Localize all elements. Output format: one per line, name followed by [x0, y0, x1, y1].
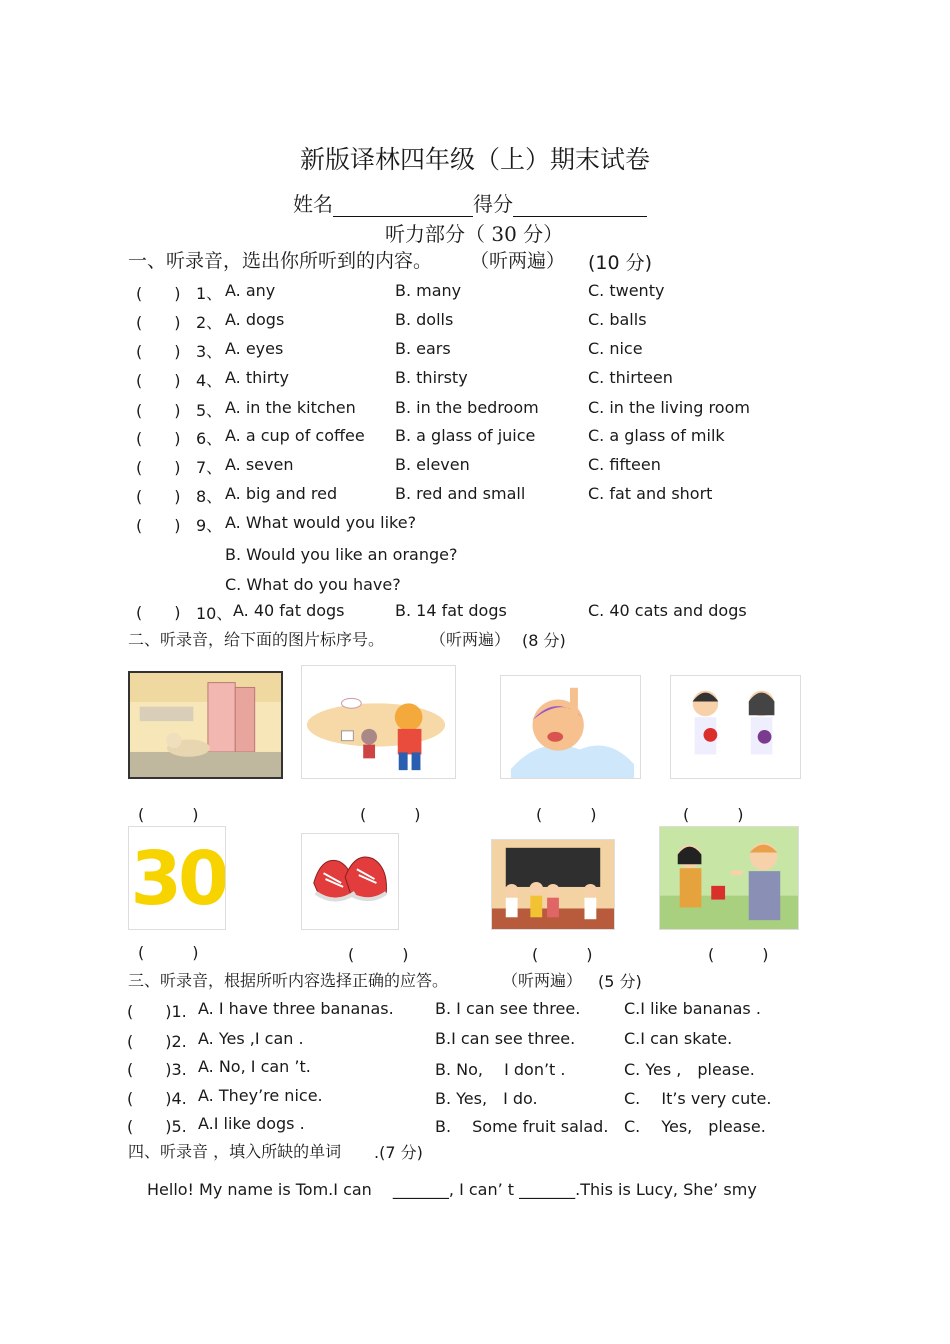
option-c: C. nice: [588, 339, 643, 358]
response-option-a: A. Yes ,I can .: [198, 1029, 304, 1048]
q9-option-b: B. Would you like an orange?: [225, 545, 458, 564]
cat-mouse-table-picture: [301, 665, 456, 779]
part1-heading: 一、听录音，选出你所听到的内容。: [128, 250, 433, 272]
question-number: 6、: [196, 429, 223, 448]
classroom-picture: [491, 839, 615, 930]
option-a: A. thirty: [225, 368, 290, 387]
response-option-b: B.I can see three.: [435, 1029, 576, 1048]
number-30-picture: [128, 826, 226, 930]
response-option-c: C. It’s very cute.: [624, 1089, 772, 1108]
response-option-b: B. I can see three.: [435, 999, 581, 1018]
page-title: 新版译林四年级（上）期末试卷: [299, 145, 650, 174]
question-number: 5、: [196, 401, 223, 420]
answer-paren[interactable]: ( ): [708, 945, 769, 964]
question-number: 1、: [196, 284, 223, 303]
answer-paren[interactable]: ( ): [138, 805, 199, 824]
option-a: A. seven: [225, 455, 294, 474]
option-c: C. in the living room: [588, 398, 750, 417]
question-number: 8、: [196, 487, 223, 506]
question-number: 3、: [196, 342, 223, 361]
shop-man-girl-picture: [659, 826, 799, 930]
answer-paren[interactable]: ( ): [360, 805, 421, 824]
option-c: C. thirteen: [588, 368, 673, 387]
part4-points: .(7 分): [374, 1143, 423, 1162]
option-b: B. dolls: [395, 310, 454, 329]
cloze-text: Hello! My name is Tom.I can _______, I can’ t _______.This is Lucy, She’ smy: [147, 1180, 757, 1199]
option-b: B. thirsty: [395, 368, 468, 387]
part2-heading: 二、听录音，给下面的图片标序号。: [128, 630, 385, 649]
response-option-c: C. Yes, please.: [624, 1117, 766, 1136]
q10-num: 10、: [196, 604, 233, 623]
option-a: A. in the kitchen: [225, 398, 356, 417]
response-question-number[interactable]: ( )3.: [127, 1060, 187, 1079]
part3-heading: 三、听录音，根据所听内容选择正确的应答。: [128, 971, 449, 990]
red-shoes-picture: [301, 833, 399, 930]
q9-option-c: C. What do you have?: [225, 575, 401, 594]
answer-paren[interactable]: ( ): [348, 945, 409, 964]
response-option-a: A. They’re nice.: [198, 1086, 323, 1105]
option-a: A. eyes: [225, 339, 284, 358]
kitchen-dog-picture: [128, 671, 283, 779]
answer-paren[interactable]: ( ): [136, 371, 181, 390]
response-option-c: C.I like bananas .: [624, 999, 761, 1018]
q9-num: 9、: [196, 516, 223, 535]
number-30-text: 30: [130, 836, 226, 922]
response-option-a: A. I have three bananas.: [198, 999, 394, 1018]
part4-heading: 四、听录音 ，填入所缺的单词: [128, 1142, 342, 1161]
answer-paren[interactable]: ( ): [536, 805, 597, 824]
part2-points: (8 分): [522, 631, 566, 650]
listening-header: 听力部分（ 30 分）: [385, 222, 564, 246]
option-a: A. a cup of coffee: [225, 426, 365, 445]
option-b: B. in the bedroom: [395, 398, 539, 417]
response-option-c: C. Yes , please.: [624, 1060, 755, 1079]
answer-paren[interactable]: ( ): [136, 603, 181, 622]
response-option-b: B. Yes, I do.: [435, 1089, 538, 1108]
option-b: B. ears: [395, 339, 451, 358]
option-c: C. fifteen: [588, 455, 661, 474]
part3-times: （听两遍）: [502, 971, 583, 990]
response-option-c: C.I can skate.: [624, 1029, 733, 1048]
response-question-number[interactable]: ( )2.: [127, 1032, 187, 1051]
answer-paren[interactable]: ( ): [136, 516, 181, 535]
option-b: B. eleven: [395, 455, 470, 474]
q10-option-c: C. 40 cats and dogs: [588, 601, 747, 620]
q10-option-a: A. 40 fat dogs: [233, 601, 345, 620]
answer-paren[interactable]: ( ): [138, 943, 199, 962]
name-score-row: [293, 188, 647, 217]
option-c: C. fat and short: [588, 484, 713, 503]
score-field[interactable]: [513, 196, 647, 217]
response-option-a: A. No, I can ’t.: [198, 1057, 311, 1076]
answer-paren[interactable]: ( ): [136, 429, 181, 448]
name-field[interactable]: [333, 196, 473, 217]
score-label: 得分: [473, 192, 513, 216]
response-option-a: A.I like dogs .: [198, 1114, 305, 1133]
answer-paren[interactable]: ( ): [136, 487, 181, 506]
answer-paren[interactable]: ( ): [683, 805, 744, 824]
question-number: 2、: [196, 313, 223, 332]
question-number: 4、: [196, 371, 223, 390]
answer-paren[interactable]: ( ): [136, 342, 181, 361]
two-girls-strawberries-picture: [670, 675, 801, 779]
answer-paren[interactable]: ( ): [136, 313, 181, 332]
option-b: B. a glass of juice: [395, 426, 536, 445]
option-a: A. dogs: [225, 310, 285, 329]
answer-paren[interactable]: ( ): [136, 401, 181, 420]
q10-option-b: B. 14 fat dogs: [395, 601, 507, 620]
answer-paren[interactable]: ( ): [532, 945, 593, 964]
response-option-b: B. No, I don’t .: [435, 1060, 566, 1079]
part3-points: (5 分): [598, 972, 642, 991]
name-label: 姓名: [293, 192, 333, 216]
part1-points: (10 分): [588, 252, 653, 274]
question-number: 7、: [196, 458, 223, 477]
response-question-number[interactable]: ( )1.: [127, 1002, 187, 1021]
option-c: C. twenty: [588, 281, 665, 300]
answer-paren[interactable]: ( ): [136, 458, 181, 477]
option-a: A. any: [225, 281, 276, 300]
option-b: B. red and small: [395, 484, 526, 503]
option-c: C. balls: [588, 310, 647, 329]
response-question-number[interactable]: ( )4.: [127, 1089, 187, 1108]
part2-times: （听两遍）: [430, 630, 511, 649]
option-c: C. a glass of milk: [588, 426, 725, 445]
sleeping-boy-picture: [500, 675, 641, 779]
option-b: B. many: [395, 281, 462, 300]
option-a: A. big and red: [225, 484, 338, 503]
answer-paren[interactable]: ( ): [136, 284, 181, 303]
response-question-number[interactable]: ( )5.: [127, 1117, 187, 1136]
q9-option-a: A. What would you like?: [225, 513, 417, 532]
response-option-b: B. Some fruit salad.: [435, 1117, 609, 1136]
part1-times: （听两遍）: [470, 250, 566, 272]
